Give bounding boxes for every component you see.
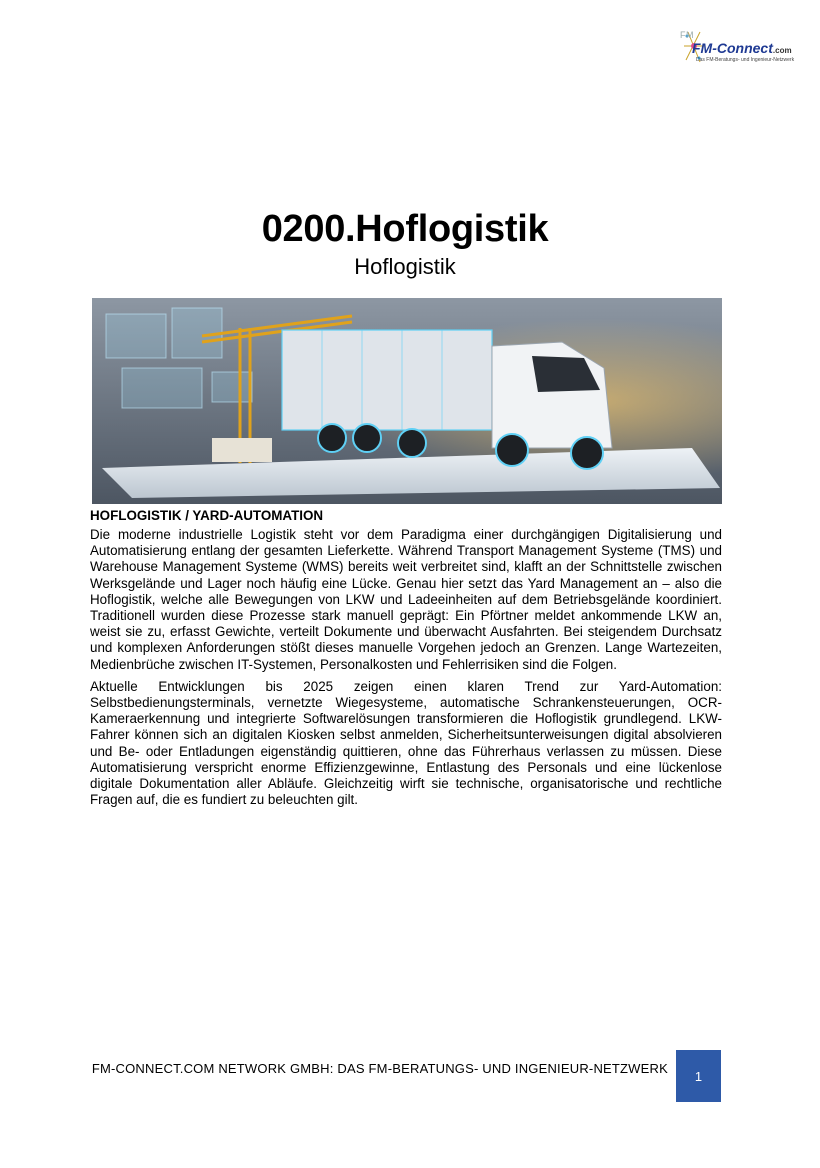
document-subtitle: Hoflogistik — [354, 254, 456, 279]
logo-tagline: Das FM-Beratungs- und Ingenieur-Netzwerk — [696, 57, 795, 63]
logo-brand-text: FM-Connect — [692, 40, 773, 56]
section-heading: HOFLOGISTIK / YARD-AUTOMATION — [90, 508, 324, 523]
content-section — [90, 508, 722, 814]
logo-domain: .com — [772, 46, 792, 55]
page-number — [676, 1050, 721, 1102]
page-number-label: 1 — [694, 1068, 703, 1084]
paragraph-intro: Die moderne industrielle Logistik steht vor dem Paradigma einer durchgängigen Digitalisierung und Automatisierung entlang der gesamten Lieferkette. Während Transport Management Systeme (TMS) und Warehouse Management Systeme (WMS) bereits weit verbreitet sind, klafft an der Schnittstelle zwischen Werksgelände und Lager noch häufig eine Lücke. Genau hier setzt das Yard Management an – also die Hoflogistik, welche alle Bewegungen von LKW und Ladeeinheiten auf dem Betriebsgelände koordiniert. Traditionell wurden diese Prozesse stark manuell geprägt: Ein Pförtner meldet ankommende LKW an, weist sie zu, erfasst Gewichte, verteilt Dokumente und überwacht Ausfahrten. Bei steigendem Durchsatz und komplexen Anforderungen stößt dieses manuelle Vorgehen jedoch an Grenzen. Lange Wartezeiten, Medienbrüche zwischen IT-Systemen, Personalkosten und Fehlerrisiken sind die Folgen. — [90, 527, 722, 672]
paragraph-trends: Aktuelle Entwicklungen bis 2025 zeigen einen klaren Trend zur Yard-Automation: Selbstbedienungsterminals, vernetzte Wiegesysteme, automatische Schrankensteuerungen, OCR-Kameraerkennung und integrierte Softwarelösungen transformieren die Hoflogistik grundlegend. LKW-Fahrer können sich an digitalen Kiosken selbst anmelden, Sicherheitsunterweisungen digital absolvieren und Be- oder Entladungen eigenständig quittieren, ohne das Führerhaus verlassen zu müssen. Diese Automatisierung verspricht enorme Effizienzgewinne, Entlastung des Personals und eine lückenlose digitale Dokumentation aller Abläufe. Gleichzeitig wirft sie technische, organisatorische und rechtliche Fragen auf, die es fundiert zu beleuchten gilt. — [90, 678, 722, 808]
company-logo — [680, 22, 795, 74]
logo-brand — [692, 40, 792, 56]
document-title: 0200.Hoflogistik — [261, 208, 549, 250]
footer-text: FM-CONNECT.COM NETWORK GMBH: DAS FM-BERATUNGS- UND INGENIEUR-NETZWERK — [91, 1061, 668, 1076]
logo-prefix: FM — [680, 30, 694, 40]
hero-illustration — [92, 298, 722, 504]
